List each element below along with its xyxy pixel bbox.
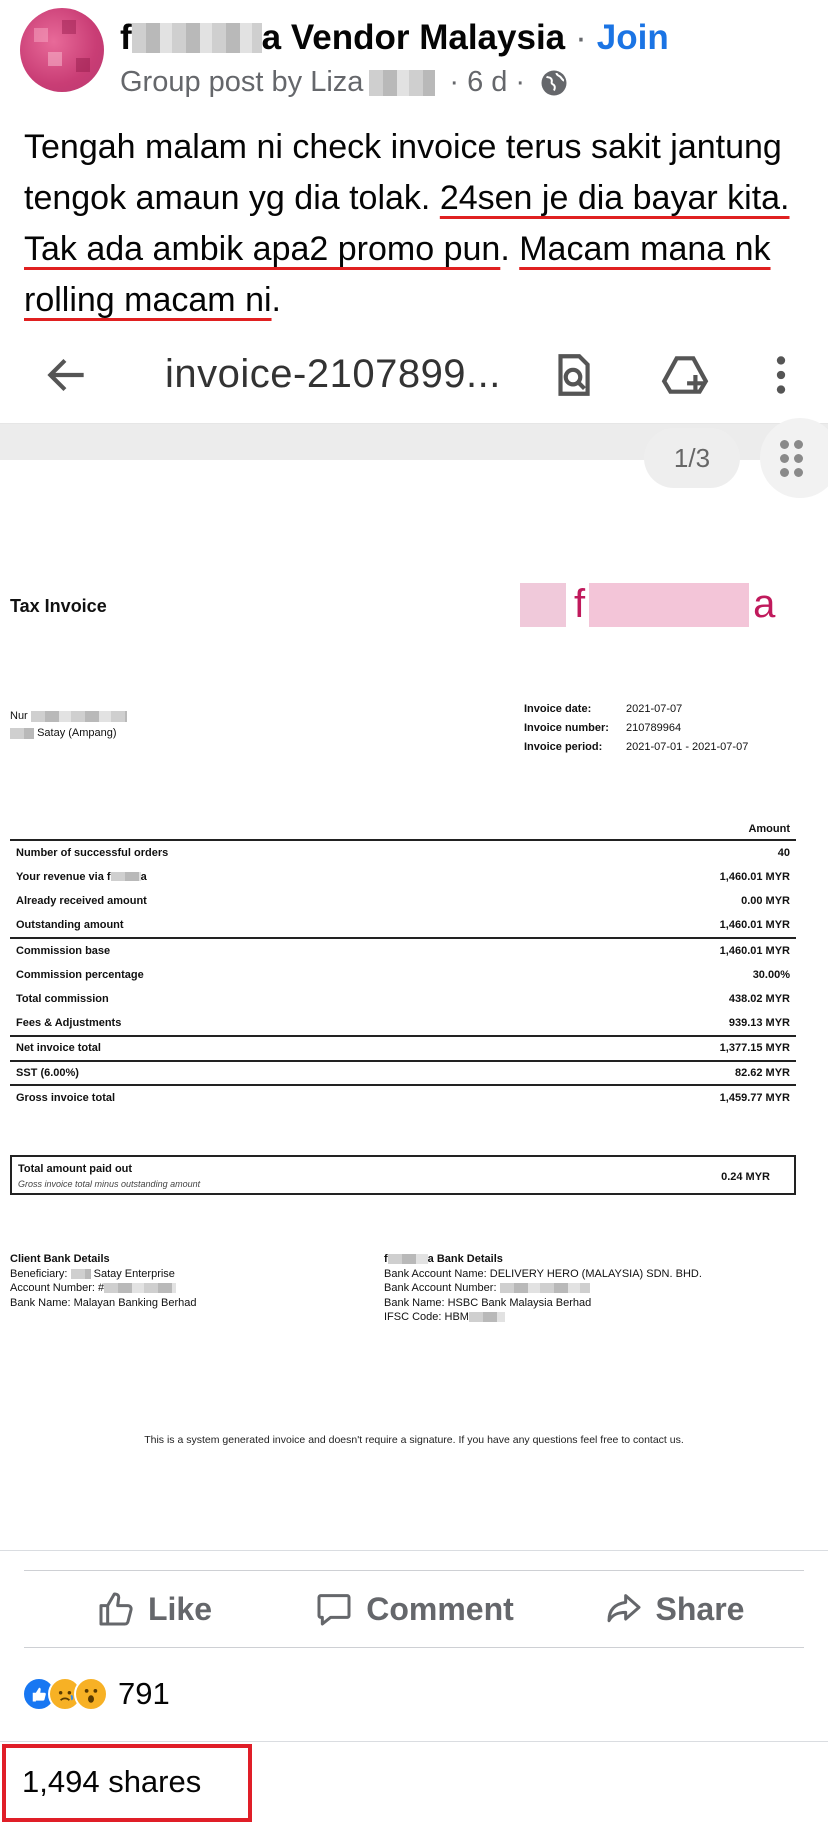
comment-button[interactable] <box>284 1571 544 1647</box>
search-document-icon <box>548 350 598 400</box>
comment-bubble-icon <box>314 1589 354 1629</box>
share-label: Share <box>655 1590 745 1627</box>
author-line[interactable]: Group post by Liza <box>120 66 364 98</box>
table-row: Fees & Adjustments 939.13 MYR <box>16 1017 790 1030</box>
redacted-blur <box>500 1283 590 1293</box>
redacted-blur <box>132 23 262 53</box>
meta-label: Invoice number: <box>524 722 609 734</box>
client-shop: Satay (Ampang) <box>37 727 117 739</box>
bank-name: Bank Name: HSBC Bank Malaysia Berhad <box>384 1296 592 1309</box>
table-row: Commission base 1,460.01 MYR <box>10 938 796 963</box>
comment-label: Comment <box>366 1590 514 1627</box>
invoice-table <box>10 818 796 1110</box>
redacted-blur <box>31 711 127 722</box>
thumbs-up-icon <box>96 1589 136 1629</box>
meta-value: 2021-07-01 - 2021-07-07 <box>626 741 749 753</box>
post-text-part: . <box>500 230 520 268</box>
divider <box>0 1741 828 1742</box>
globe-icon <box>539 68 569 98</box>
reactions-summary[interactable] <box>22 1676 170 1712</box>
separator-dot: · <box>575 18 587 57</box>
table-row: Total commission 438.02 MYR <box>16 993 790 1006</box>
vendor-bank-details: f a Bank Details Bank Account Name: DELIVERY HERO (MALAYSIA) SDN. BHD. Bank Account Number: Bank Name: HSBC Bank Malaysia Berhad IFSC Code: HBM <box>384 1253 702 1323</box>
total-paid-box <box>10 1155 796 1195</box>
table-row: Outstanding amount 1,460.01 MYR <box>16 919 790 932</box>
invoice-footer: This is a system generated invoice and doesn't require a signature. If you have any questions feel free to contact us. <box>144 1434 684 1446</box>
table-row: Net invoice total 1,377.15 MYR <box>10 1036 796 1061</box>
bank-heading: Client Bank Details <box>10 1253 110 1265</box>
page-indicator: 1/3 <box>644 428 740 488</box>
meta-label: Invoice period: <box>524 741 603 753</box>
back-arrow-icon <box>42 350 92 400</box>
redacted-blur <box>10 728 34 739</box>
like-button[interactable] <box>24 1571 284 1647</box>
redacted-blur <box>369 70 435 96</box>
redacted-blur <box>71 1269 91 1279</box>
total-paid-value: 0.24 MYR <box>721 1171 770 1183</box>
post-meta: Group post by Liza · 6 d · <box>120 66 569 99</box>
vendor-logo <box>520 582 775 627</box>
like-label: Like <box>147 1590 213 1627</box>
pdf-viewer-toolbar <box>0 332 828 424</box>
post-age[interactable]: 6 d <box>467 66 508 98</box>
reaction-count: 791 <box>118 1676 170 1711</box>
amount-header: Amount <box>748 822 790 835</box>
invoice-page <box>0 460 828 1550</box>
logo-prefix: f <box>574 582 586 626</box>
table-row: Your revenue via f a 1,460.01 MYR <box>16 870 790 883</box>
shares-count[interactable]: 1,494 shares <box>22 1764 202 1799</box>
redacted-blur <box>388 1254 428 1264</box>
invoice-title: Tax Invoice <box>10 596 107 616</box>
post-text-part: . <box>271 281 281 319</box>
client-bank-details: Client Bank Details Beneficiary: Satay Enterprise Account Number: # Bank Name: Malayan Banking Berhad <box>10 1253 197 1309</box>
meta-value: 210789964 <box>626 722 682 734</box>
pdf-file-name: invoice-2107899... <box>165 352 501 396</box>
table-row: SST (6.00%) 82.62 MYR <box>10 1061 796 1086</box>
total-paid-sub: Gross invoice total minus outstanding amount <box>18 1179 201 1189</box>
logo-suffix: a <box>753 582 776 626</box>
join-link[interactable]: Join <box>596 18 669 57</box>
table-row: Commission percentage 30.00% <box>16 968 790 981</box>
meta-label: Invoice date: <box>524 703 592 715</box>
post-text-underlined: 24sen je dia bayar kita. Tak ada ambik apa2 promo pun <box>24 179 790 268</box>
share-arrow-icon <box>604 1589 644 1629</box>
post-text-part: Tengah malam ni check invoice terus sakit jantung tengok amaun yg dia tolak. <box>24 128 782 217</box>
total-paid-label: Total amount paid out <box>18 1163 133 1175</box>
client-address <box>10 708 127 742</box>
table-row: Already received amount 0.00 MYR <box>16 895 790 908</box>
table-header <box>10 818 796 840</box>
group-name-suffix: a Vendor Malaysia <box>261 18 566 57</box>
wow-reaction-icon <box>74 1677 108 1711</box>
group-title[interactable] <box>120 18 669 58</box>
group-name-prefix: f <box>120 18 132 57</box>
group-avatar[interactable] <box>20 8 104 92</box>
bank-account-name: Bank Account Name: DELIVERY HERO (MALAYSIA) SDN. BHD. <box>384 1267 702 1280</box>
post-body <box>24 122 814 326</box>
divider <box>0 1550 828 1551</box>
meta-value: 2021-07-07 <box>626 703 683 715</box>
add-to-drive-icon <box>660 350 710 400</box>
post-text-underlined: Macam mana nk rolling macam ni <box>24 230 771 319</box>
post-actions <box>24 1570 804 1648</box>
client-name: Nur <box>10 710 28 722</box>
redacted-blur <box>469 1312 505 1322</box>
share-button[interactable] <box>544 1571 804 1647</box>
table-row: Gross invoice total 1,459.77 MYR <box>10 1085 796 1110</box>
invoice-meta <box>524 700 748 757</box>
table-row: Number of successful orders 40 <box>10 840 796 865</box>
bank-name: Bank Name: Malayan Banking Berhad <box>10 1296 197 1309</box>
redacted-blur <box>111 872 141 881</box>
more-vert-icon <box>756 350 806 400</box>
redacted-blur <box>104 1283 176 1293</box>
